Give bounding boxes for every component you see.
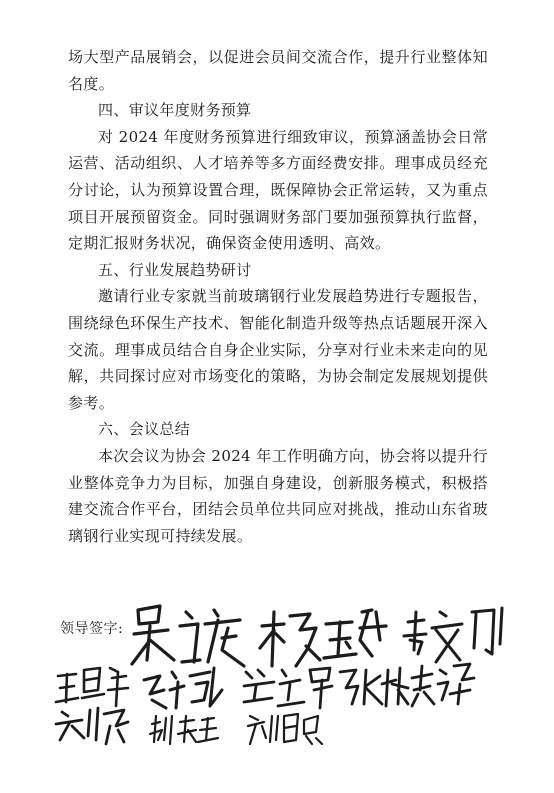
signature-2 <box>260 610 386 666</box>
signature-6 <box>244 668 332 708</box>
signature-8 <box>412 664 474 706</box>
section-heading-budget: 四、审议年度财务预算 <box>98 101 252 120</box>
paragraph-budget: 对 2024 年度财务预算进行细致审议，预算涵盖协会日常运营、活动组织、人才培养等多方面经费安排。理事成员经充分讨论，认为预算设置合理，既保障协会正常运转，又为重点项目开展预留资金。同时强调财务部门要加强预算执行监督，定期汇报财务状况，确保资金使用透明、高效。 <box>68 127 488 253</box>
signature-4 <box>56 668 128 706</box>
signature-3 <box>404 608 502 662</box>
signature-10 <box>150 716 218 744</box>
signature-7 <box>340 668 408 706</box>
signature-label: 领导签字: <box>60 621 124 637</box>
section-heading-trends: 五、行业发展趋势研讨 <box>98 260 252 279</box>
signature-9 <box>56 708 128 744</box>
section-heading-summary: 六、会议总结 <box>98 420 191 439</box>
paragraph-trends: 邀请行业专家就当前玻璃钢行业发展趋势进行专题报告，围绕绿色环保生产技术、智能化制造升级等热点话题展开深入交流。理事成员结合自身企业实际，分享对行业未来走向的见解，共同探讨应对市场变化的策略，为协会制定发展规划提供参考。 <box>68 287 488 412</box>
signature-1 <box>132 606 244 666</box>
paragraph-summary: 本次会议为协会 2024 年工作明确方向，协会将以提升行业整体竞争力为目标，加强自身建设，创新服务模式，积极搭建交流合作平台，团结会员单位共同应对挑战，推动山东省玻璃钢行业实现可持续发展。 <box>68 446 488 545</box>
paragraph-continuation: 场大型产品展销会，以促进会员间交流合作，提升行业整体知名度。 <box>68 48 488 93</box>
signature-11 <box>248 714 322 744</box>
document-body <box>68 44 488 549</box>
signature-5 <box>144 668 222 708</box>
